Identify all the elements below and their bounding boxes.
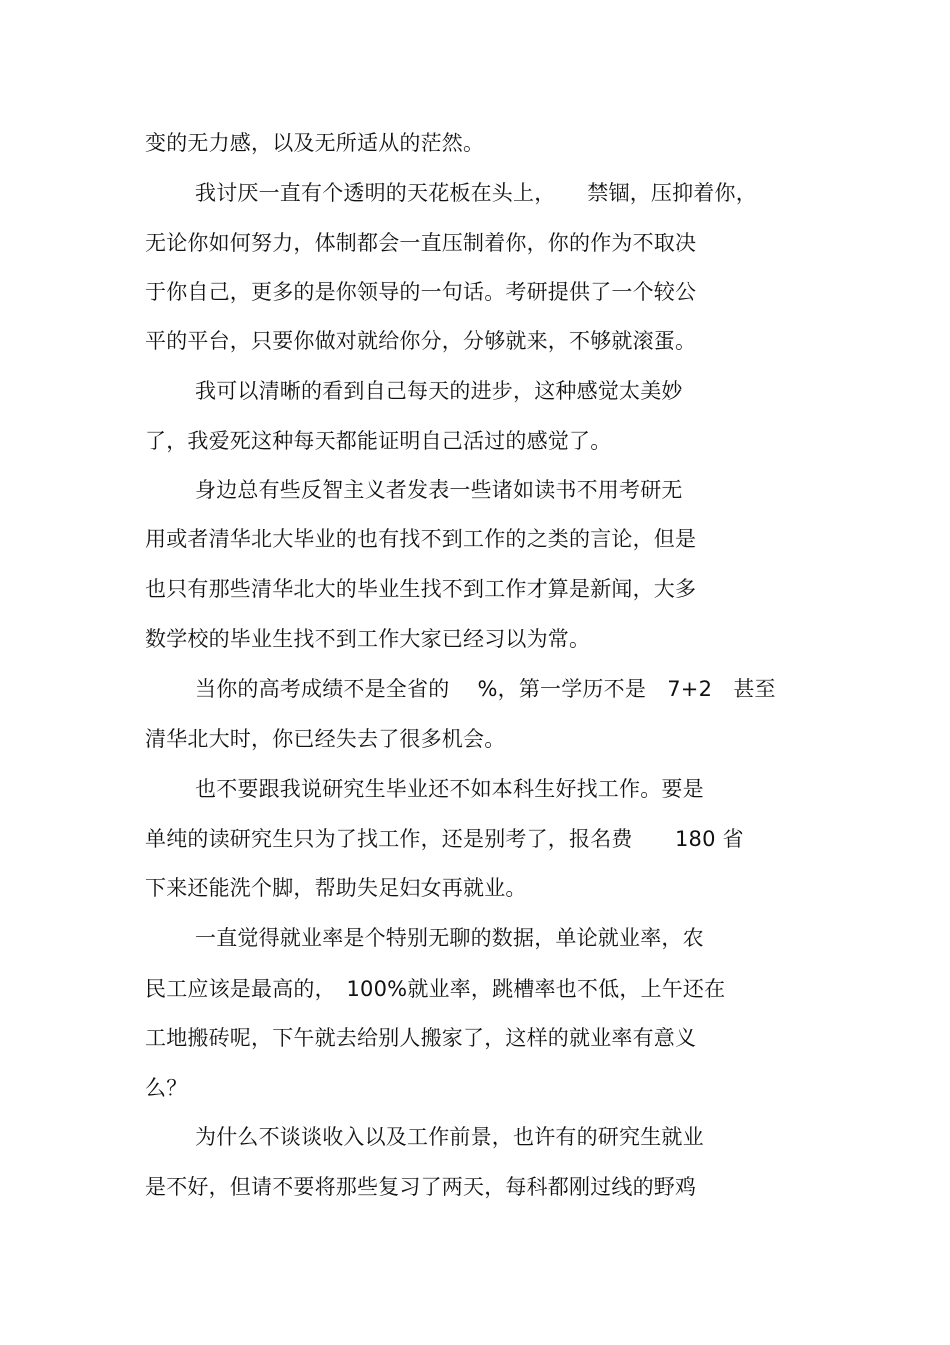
- text-line: 无论你如何努力，体制都会一直压制着你，你的作为不取决: [145, 231, 697, 255]
- paragraph-start-line: 当你的高考成绩不是全省的 %，第一学历不是 7+2 甚至: [195, 677, 776, 701]
- text-line: 了，我爱死这种每天都能证明自己活过的感觉了。: [145, 429, 612, 453]
- text-line: 么？: [145, 1076, 188, 1100]
- paragraph-start-line: 身边总有些反智主义者发表一些诸如读书不用考研无: [195, 478, 683, 502]
- paragraph-start-line: 我可以清晰的看到自己每天的进步，这种感觉太美妙: [195, 379, 683, 403]
- paragraph-start-line: 为什么不谈谈收入以及工作前景，也许有的研究生就业: [195, 1125, 704, 1149]
- text-line: 民工应该是最高的， 100%就业率，跳槽率也不低，上午还在: [145, 977, 726, 1001]
- text-line: 于你自己，更多的是你领导的一句话。考研提供了一个较公: [145, 280, 697, 304]
- paragraph-start-line: 我讨厌一直有个透明的天花板在头上， 禁锢，压抑着你，: [195, 181, 757, 205]
- text-line: 也只有那些清华北大的毕业生找不到工作才算是新闻，大多: [145, 577, 697, 601]
- text-line: 清华北大时，你已经失去了很多机会。: [145, 727, 506, 751]
- text-line: 变的无力感，以及无所适从的茫然。: [145, 131, 485, 155]
- paragraph-start-line: 也不要跟我说研究生毕业还不如本科生好找工作。要是: [195, 777, 704, 801]
- text-line: 数学校的毕业生找不到工作大家已经习以为常。: [145, 627, 591, 651]
- text-line: 是不好，但请不要将那些复习了两天，每科都刚过线的野鸡: [145, 1175, 697, 1199]
- paragraph-start-line: 一直觉得就业率是个特别无聊的数据，单论就业率，农: [195, 926, 704, 950]
- text-line: 单纯的读研究生只为了找工作，还是别考了，报名费 180 省: [145, 827, 744, 851]
- text-line: 工地搬砖呢，下午就去给别人搬家了，这样的就业率有意义: [145, 1026, 697, 1050]
- text-line: 下来还能洗个脚，帮助失足妇女再就业。: [145, 876, 527, 900]
- text-line: 平的平台，只要你做对就给你分，分够就来，不够就滚蛋。: [145, 329, 697, 353]
- text-line: 用或者清华北大毕业的也有找不到工作的之类的言论，但是: [145, 527, 697, 551]
